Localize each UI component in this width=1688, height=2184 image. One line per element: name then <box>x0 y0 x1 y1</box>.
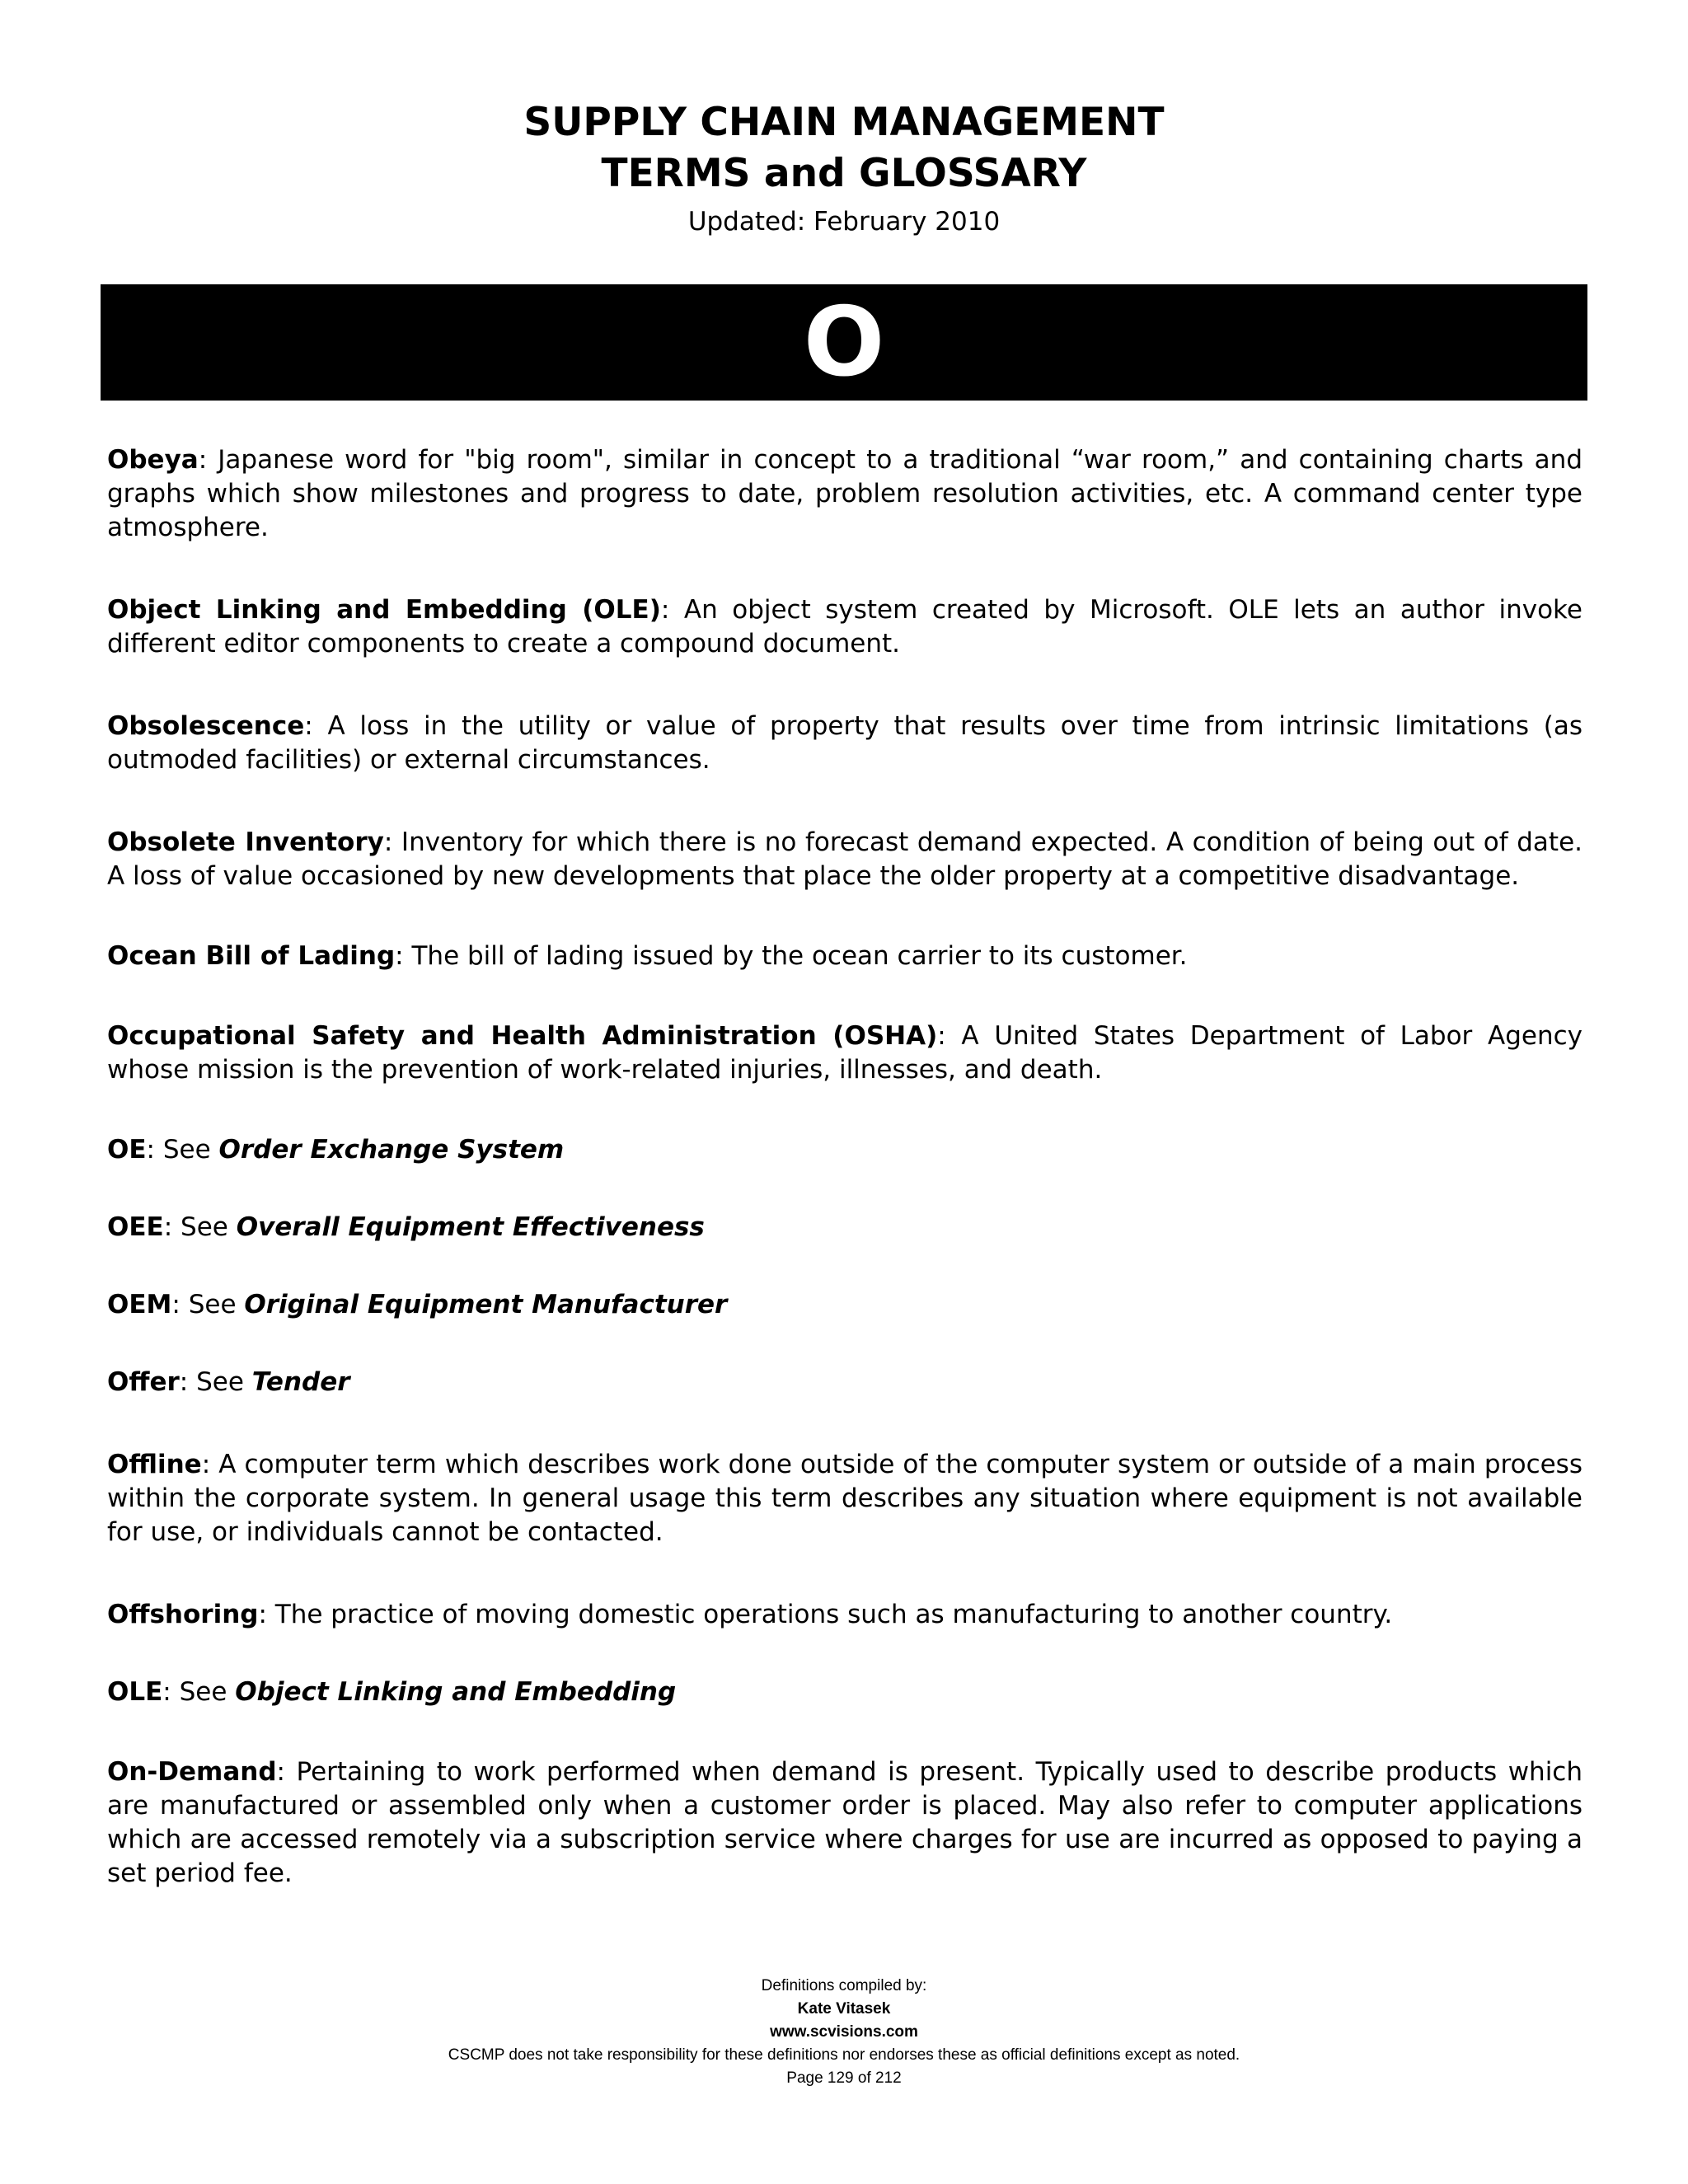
entry-separator: : <box>395 941 412 971</box>
glossary-entry-offline <box>107 1448 1582 1549</box>
entry-term: Obsolescence <box>107 711 305 741</box>
glossary-entry-on-demand <box>107 1755 1582 1891</box>
glossary-entry-object-linking-and-embedding <box>107 593 1582 661</box>
glossary-entry-obsolescence <box>107 710 1582 777</box>
entry-term: Object Linking and Embedding (OLE) <box>107 595 661 625</box>
entry-definition: See <box>179 1677 236 1707</box>
entry-separator: : <box>146 1135 163 1165</box>
glossary-entry-obsolete-inventory <box>107 826 1582 893</box>
entry-definition: See <box>196 1367 252 1397</box>
entry-definition: See <box>162 1135 219 1165</box>
footer-compiled-by: Definitions compiled by: <box>761 1977 927 1994</box>
entry-definition: The practice of moving domestic operations such as manufacturing to another country. <box>274 1600 1393 1629</box>
entry-definition: Pertaining to work performed when demand is present. Typically used to describe products which are manufactured or assembled only when a customer order is placed. May also refer to computer applications which are accessed remotely via a subscription service where charges for use are incurred as opposed to paying a set period fee. <box>107 1757 1582 1888</box>
glossary-entry-osha <box>107 1019 1582 1087</box>
entry-definition: An object system created by Microsoft. OLE lets an author invoke different editor components to create a compound document. <box>107 595 1582 658</box>
entry-separator: : <box>276 1757 297 1787</box>
entry-definition: Japanese word for "big room", similar in concept to a traditional “war room,” and containing charts and graphs which show milestones and progress to date, problem resolution activities, etc. A command center type atmosphere. <box>107 445 1582 542</box>
glossary-entry-ocean-bill-of-lading <box>107 940 1582 973</box>
entry-separator: : <box>163 1212 181 1242</box>
page-title-line-1: SUPPLY CHAIN MANAGEMENT <box>523 100 1165 145</box>
footer-disclaimer: CSCMP does not take responsibility for these definitions nor endorses these as official definitions except as noted. <box>448 2046 1240 2064</box>
glossary-entry-oe <box>107 1133 1582 1167</box>
entry-term: On-Demand <box>107 1757 277 1787</box>
entry-term: Occupational Safety and Health Administration (OSHA) <box>107 1021 938 1051</box>
entry-term: OEM <box>107 1290 172 1319</box>
entry-term: Obeya <box>107 445 199 475</box>
page-title-line-2: TERMS and GLOSSARY <box>601 151 1087 196</box>
see-also-link[interactable]: Overall Equipment Effectiveness <box>236 1212 705 1242</box>
entry-separator: : <box>201 1450 219 1479</box>
entry-definition: See <box>188 1290 245 1319</box>
page-footer <box>0 1975 1688 2090</box>
section-letter-banner <box>101 284 1587 401</box>
entry-term: Obsolete Inventory <box>107 827 384 857</box>
updated-date: Updated: February 2010 <box>687 207 1001 237</box>
entry-term: OEE <box>107 1212 164 1242</box>
see-also-link[interactable]: Original Equipment Manufacturer <box>244 1290 728 1319</box>
entry-separator: : <box>258 1600 275 1629</box>
entry-separator: : <box>304 711 328 741</box>
entry-definition: The bill of lading issued by the ocean carrier to its customer. <box>411 941 1188 971</box>
glossary-entry-oee <box>107 1211 1582 1244</box>
glossary-entry-offshoring <box>107 1598 1582 1632</box>
entry-term: Offer <box>107 1367 180 1397</box>
entry-definition: A loss in the utility or value of property that results over time from intrinsic limitations (as outmoded facilities) or external circumstances. <box>107 711 1582 775</box>
entry-term: OLE <box>107 1677 163 1707</box>
entry-separator: : <box>198 445 218 475</box>
entry-separator: : <box>937 1021 962 1051</box>
footer-author: Kate Vitasek <box>797 2000 891 2018</box>
entry-definition: A computer term which describes work done outside of the computer system or outside of a main process within the corporate system. In general usage this term describes any situation where equipment is not available for use, or individuals cannot be contacted. <box>107 1450 1582 1547</box>
entry-term: Ocean Bill of Lading <box>107 941 396 971</box>
glossary-entry-obeya <box>107 443 1582 545</box>
entry-definition: A United States Department of Labor Agency whose mission is the prevention of work-related injuries, illnesses, and death. <box>107 1021 1582 1085</box>
glossary-entry-oem <box>107 1288 1582 1322</box>
entry-definition: See <box>181 1212 237 1242</box>
footer-page-number: Page 129 of 212 <box>786 2069 902 2087</box>
entry-definition: Inventory for which there is no forecast demand expected. A condition of being out of date. A loss of value occasioned by new developments that place the older property at a competitive disadvantage. <box>107 827 1582 891</box>
entry-term: OE <box>107 1135 147 1165</box>
glossary-entry-offer <box>107 1366 1582 1399</box>
see-also-link[interactable]: Order Exchange System <box>218 1135 565 1165</box>
entry-separator: : <box>162 1677 180 1707</box>
glossary-entries <box>107 443 1582 1891</box>
page-header <box>0 97 1688 239</box>
footer-website-link[interactable]: www.scvisions.com <box>770 2023 918 2041</box>
see-also-link[interactable]: Object Linking and Embedding <box>235 1677 677 1707</box>
entry-separator: : <box>179 1367 197 1397</box>
entry-separator: : <box>660 595 684 625</box>
entry-term: Offline <box>107 1450 202 1479</box>
see-also-link[interactable]: Tender <box>251 1367 350 1397</box>
entry-separator: : <box>171 1290 189 1319</box>
section-letter: O <box>803 286 885 398</box>
entry-separator: : <box>383 827 401 857</box>
entry-term: Offshoring <box>107 1600 259 1629</box>
glossary-entry-ole <box>107 1675 1582 1709</box>
